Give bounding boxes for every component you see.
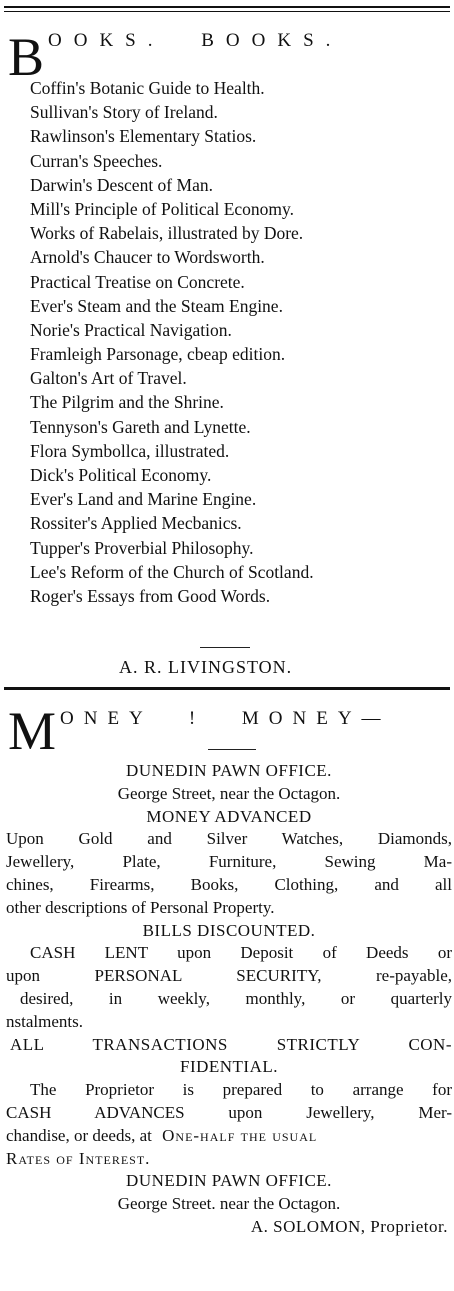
- books-separator-rule: [200, 647, 250, 648]
- office-name: DUNEDIN PAWN OFFICE.: [126, 1171, 332, 1191]
- books-drop-cap: B: [8, 27, 45, 87]
- top-rule-thin: [4, 11, 450, 12]
- list-item: Roger's Essays from Good Words.: [30, 585, 271, 606]
- list-item: Tennyson's Gareth and Lynette.: [30, 416, 251, 437]
- top-rule-thick: [4, 6, 450, 8]
- subheading-money-advanced: MONEY ADVANCED: [146, 806, 312, 826]
- address: George Street. near the Octagon.: [117, 1194, 341, 1214]
- body-line: Upon Gold and Silver Watches, Diamonds,: [6, 829, 452, 849]
- list-item: Ever's Steam and the Steam Engine.: [30, 295, 283, 316]
- section-divider: [4, 687, 450, 690]
- list-item: Rawlinson's Elementary Statios.: [30, 126, 257, 147]
- books-signature: A. R. LIVINGSTON.: [119, 657, 293, 677]
- body-line: CASH ADVANCES upon Jewellery, Mer-: [6, 1102, 452, 1122]
- body-line: nstalments.: [6, 1011, 83, 1031]
- list-item: Ever's Land and Marine Engine.: [30, 489, 257, 510]
- list-item: Flora Symbollca, illustrated.: [30, 440, 230, 461]
- money-heading-rule: [208, 749, 256, 750]
- body-line: desired, in weekly, monthly, or quarterly: [20, 988, 452, 1008]
- list-item: Rossiter's Applied Mecbanics.: [30, 513, 242, 534]
- proprietor-signature: A. SOLOMON, Proprietor.: [250, 1216, 448, 1236]
- body-line: upon PERSONAL SECURITY, re-payable,: [6, 966, 452, 986]
- rates-phrase: One-half the usual: [162, 1125, 318, 1145]
- books-heading: OOKS. BOOKS.: [48, 30, 343, 51]
- list-item: Galton's Art of Travel.: [30, 368, 187, 389]
- body-line: FIDENTIAL.: [179, 1057, 278, 1077]
- money-drop-cap: M: [8, 701, 57, 761]
- body-line: ALL TRANSACTIONS STRICTLY CON-: [10, 1034, 452, 1054]
- money-heading: ONEY ! MONEY—: [60, 708, 391, 729]
- subheading-bills-discounted: BILLS DISCOUNTED.: [142, 920, 316, 940]
- list-item: The Pilgrim and the Shrine.: [30, 392, 224, 413]
- list-item: Mill's Principle of Political Economy.: [30, 198, 295, 219]
- address: George Street, near the Octagon.: [117, 783, 341, 803]
- list-item: Practical Treatise on Concrete.: [30, 271, 245, 292]
- list-item: Tupper's Proverbial Philosophy.: [30, 537, 254, 558]
- body-line: chines, Firearms, Books, Clothing, and all: [6, 874, 452, 894]
- body-line: Jewellery, Plate, Furniture, Sewing Ma-: [6, 852, 452, 872]
- list-item: Norie's Practical Navigation.: [30, 319, 232, 340]
- list-item: Works of Rabelais, illustrated by Dore.: [30, 223, 304, 244]
- list-item: Dick's Political Economy.: [30, 465, 212, 485]
- body-line-text: chandise, or deeds, at: [6, 1125, 152, 1145]
- list-item: Lee's Reform of the Church of Scotland.: [30, 561, 314, 582]
- body-line: CASH LENT upon Deposit of Deeds or: [30, 943, 452, 963]
- body-line: The Proprietor is prepared to arrange for: [30, 1080, 452, 1100]
- list-item: Coffin's Botanic Guide to Health.: [30, 78, 265, 98]
- body-line: other descriptions of Personal Property.: [6, 897, 275, 917]
- list-item: Framleigh Parsonage, cbeap edition.: [30, 344, 286, 365]
- office-name: DUNEDIN PAWN OFFICE.: [126, 761, 332, 780]
- body-line: [6, 1125, 452, 1148]
- money-ad-body: [6, 760, 452, 1239]
- list-item: Sullivan's Story of Ireland.: [30, 102, 218, 123]
- list-item: Curran's Speeches.: [30, 150, 163, 171]
- list-item: Arnold's Chaucer to Wordsworth.: [30, 247, 265, 268]
- body-line: Rates of Interest.: [6, 1148, 151, 1168]
- list-item: Darwin's Descent of Man.: [30, 174, 213, 195]
- books-list: [30, 76, 314, 608]
